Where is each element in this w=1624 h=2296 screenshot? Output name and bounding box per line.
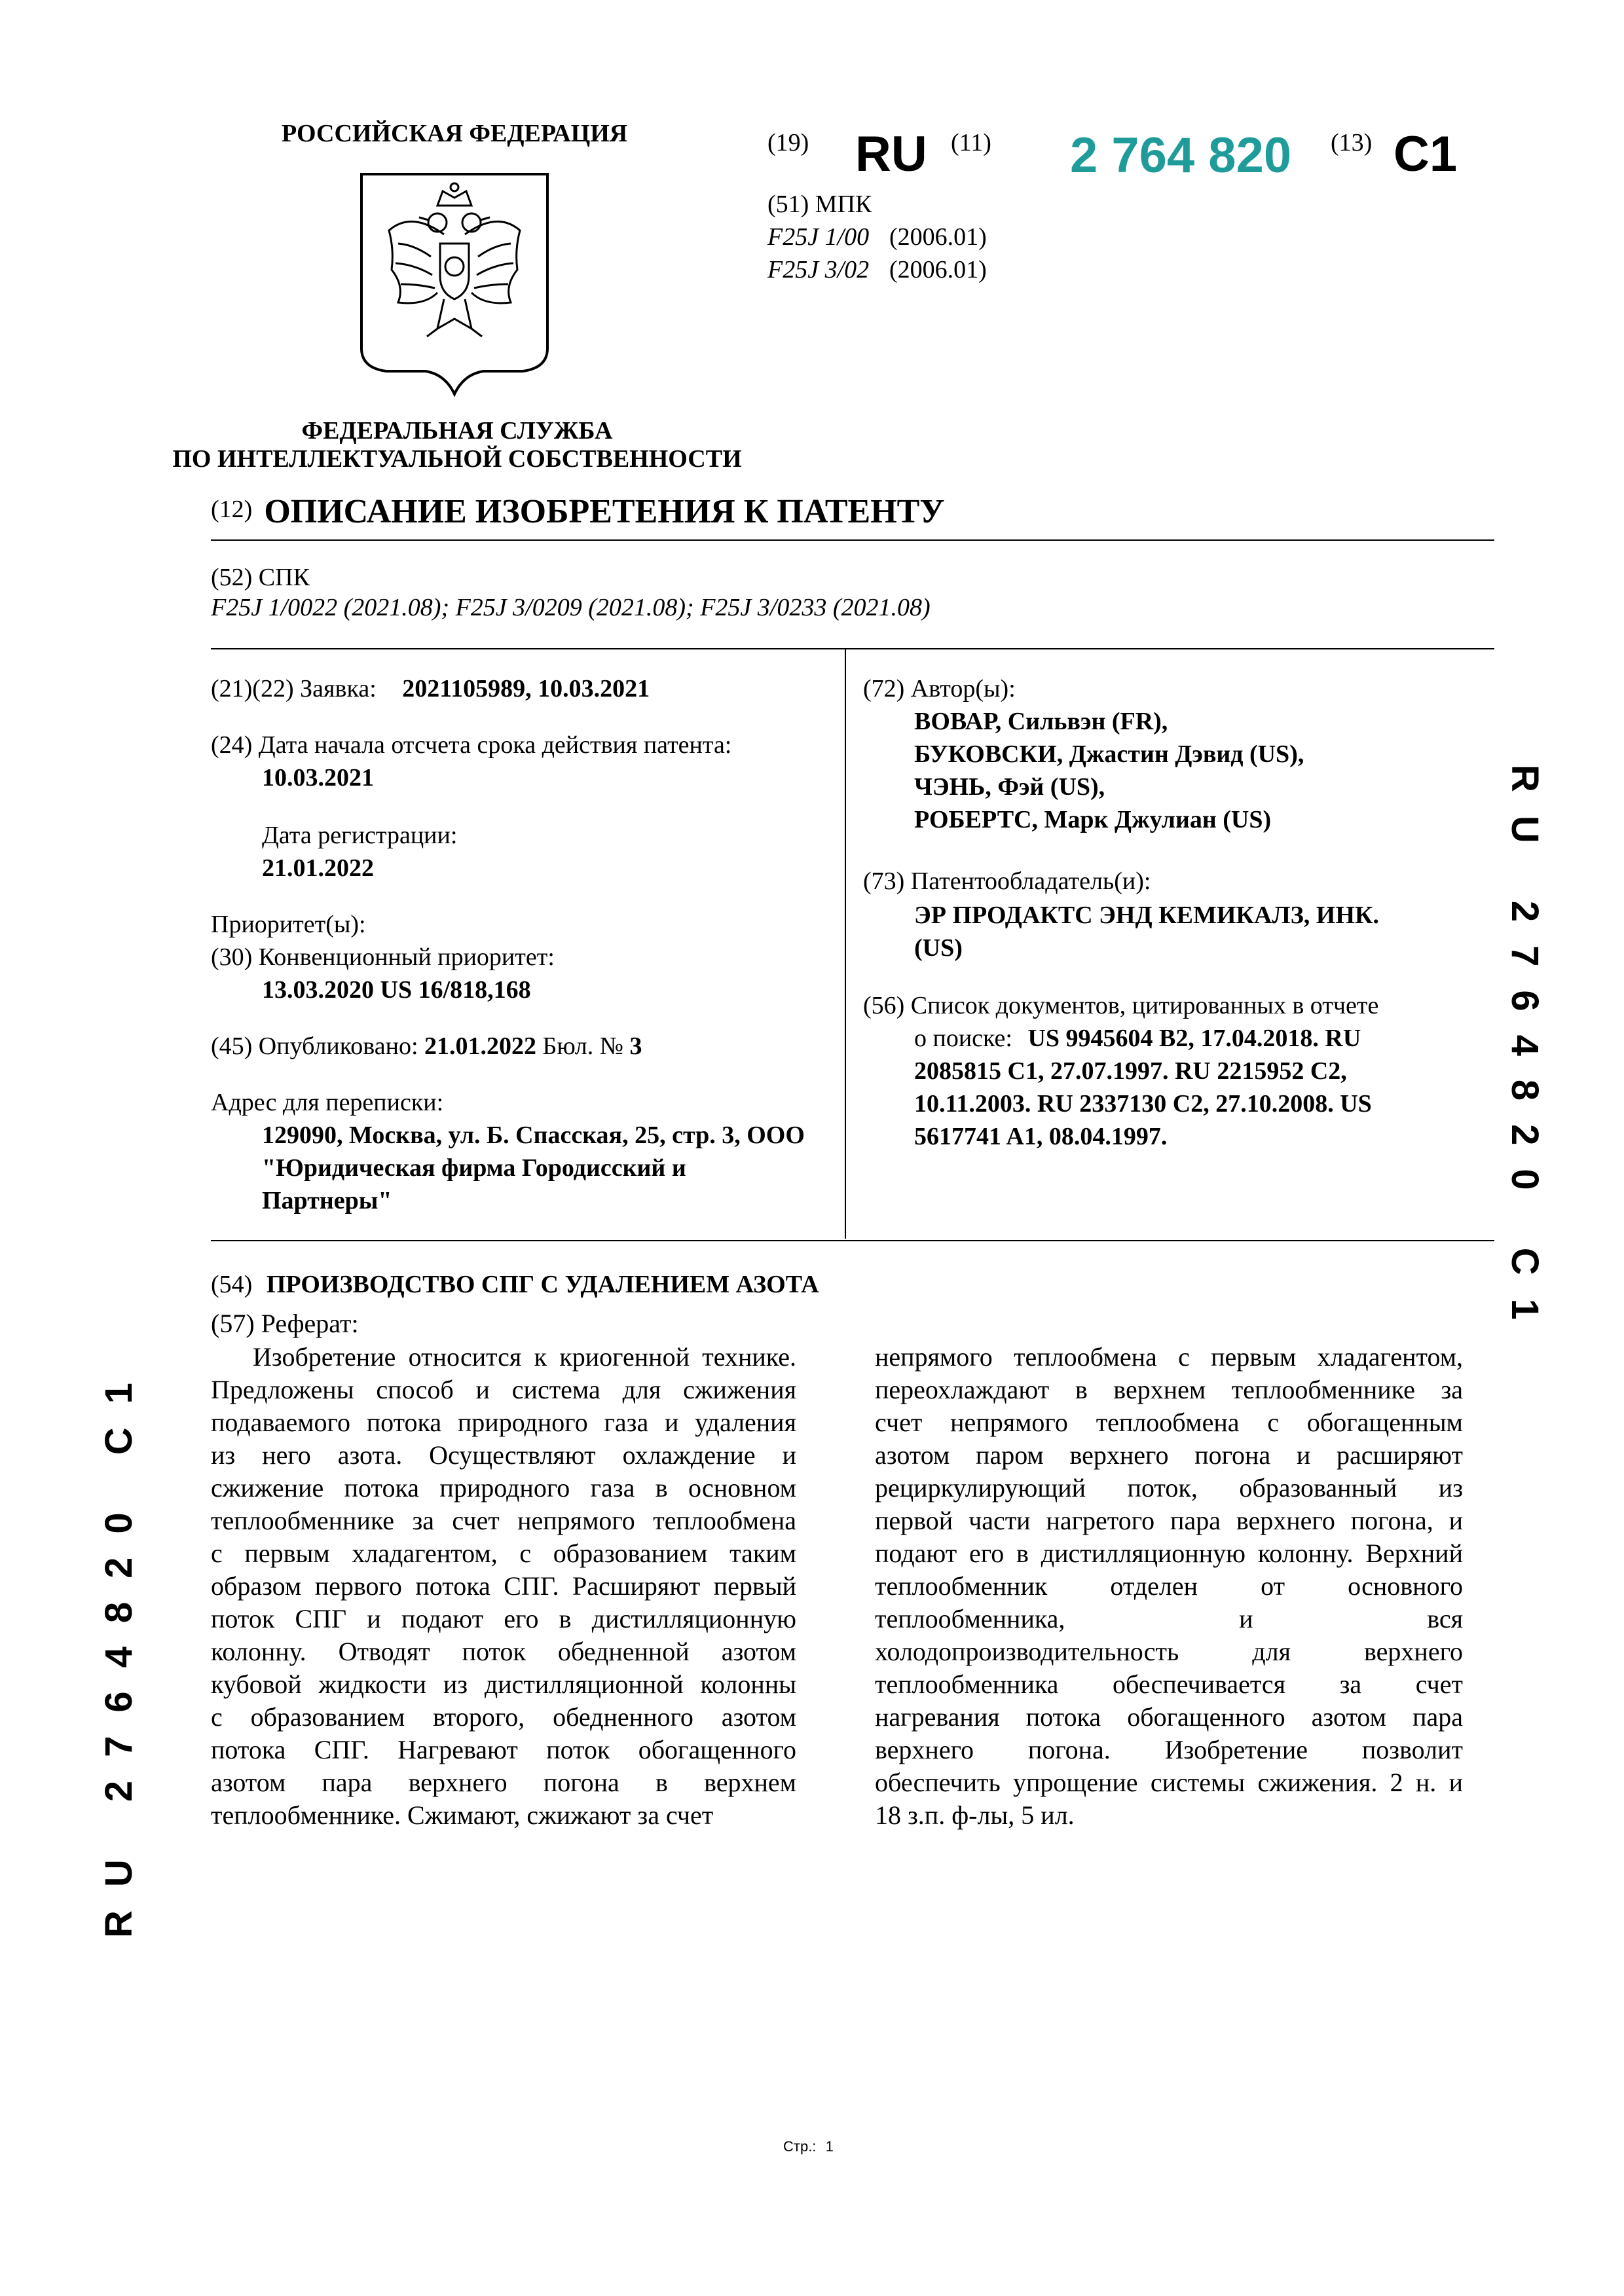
emblem-icon <box>359 172 550 397</box>
application-value: 2021105989, 10.03.2021 <box>402 675 650 702</box>
priority-label: Приоритет(ы): <box>211 911 366 938</box>
abstract-line: непрямого теплообмена с первым хладагентом, <box>875 1342 1463 1372</box>
abstract-line: теплообменника обеспечивается за счет <box>875 1669 1463 1699</box>
reg-label: Дата регистрации: <box>262 822 458 849</box>
abstract-line: 18 з.п. ф-лы, 5 ил. <box>875 1800 1075 1830</box>
abstract-line: азотом пара верхнего погона в верхнем <box>211 1768 796 1797</box>
abstract-line: верхнего погона. Изобретение позволит <box>875 1735 1463 1764</box>
ipc-code: F25J 3/02 <box>767 256 870 283</box>
agency-line2: ПО ИНТЕЛЛЕКТУАЛЬНОЙ СОБСТВЕННОСТИ <box>172 445 742 473</box>
divider <box>211 648 1494 649</box>
abstract-line: теплообменник отделен от основного <box>875 1571 1463 1601</box>
application-label: (21)(22) Заявка: <box>211 675 377 702</box>
abstract-line: колонну. Отводят поток обедненной азотом <box>211 1637 796 1666</box>
cited-line: 2085815 C1, 27.07.1997. RU 2215952 C2, <box>914 1057 1347 1085</box>
conv-value: 13.03.2020 US 16/818,168 <box>262 976 531 1004</box>
abstract-line: Изобретение относится к криогенной технике. <box>253 1342 796 1372</box>
abstract-line: теплообменнике. Сжимают, сжижают за счет <box>211 1800 714 1830</box>
country-name: РОССИЙСКАЯ ФЕДЕРАЦИЯ <box>282 120 628 147</box>
page-footer <box>783 2138 834 2155</box>
abstract-line: с образованием второго, обедненного азотом <box>211 1702 796 1732</box>
pub-bul-no: 3 <box>629 1032 642 1060</box>
conv-label: (30) Конвенционный приоритет: <box>211 943 555 971</box>
code-19: (19) <box>767 129 809 156</box>
abstract-line: счет непрямого теплообмена с обогащенным <box>875 1408 1463 1437</box>
abstract-line: первой части нагретого пара верхнего погона, и <box>875 1506 1463 1535</box>
owner-line: (US) <box>914 934 963 962</box>
kind-code: C1 <box>1393 126 1458 182</box>
owner-line: ЭР ПРОДАКТС ЭНД КЕМИКАЛЗ, ИНК. <box>914 902 1379 929</box>
invention-title: ПРОИЗВОДСТВО СПГ С УДАЛЕНИЕМ АЗОТА <box>266 1271 819 1298</box>
cpc-value: F25J 1/0022 (2021.08); F25J 3/0209 (2021.08); F25J 3/0233 (2021.08) <box>211 594 931 621</box>
abstract-line: кубовой жидкости из дистилляционной колонны <box>211 1669 796 1699</box>
abstract-line: подаваемого потока природного газа и удаления <box>211 1408 796 1437</box>
owner-label: (73) Патентообладатель(и): <box>863 867 1151 895</box>
cited-line: 10.11.2003. RU 2337130 C2, 27.10.2008. US <box>914 1090 1372 1118</box>
reg-value: 21.01.2022 <box>262 854 374 882</box>
abstract-line: теплообменника, и вся <box>875 1604 1463 1633</box>
abstract-line: азотом паром верхнего погона и расширяют <box>875 1440 1463 1470</box>
column-divider <box>845 649 846 1239</box>
term-value: 10.03.2021 <box>262 764 374 792</box>
author: БУКОВСКИ, Джастин Дэвид (US), <box>914 740 1304 768</box>
invention-title-code: (54) <box>211 1271 253 1298</box>
cpc-label: (52) СПК <box>211 564 310 591</box>
margin-number-right: RU 2764820 C1 <box>1504 765 1546 1343</box>
abstract-line: Предложены способ и система для сжижения <box>211 1375 796 1404</box>
cited-label: (56) Список документов, цитированных в отчете <box>863 992 1379 1019</box>
doc-type <box>211 492 945 531</box>
doc-type-code: (12) <box>211 496 253 523</box>
author: ЧЭНЬ, Фэй (US), <box>914 773 1105 801</box>
author: РОБЕРТС, Марк Джулиан (US) <box>914 806 1272 833</box>
invention-title-row <box>211 1270 819 1299</box>
ipc-row <box>767 255 987 284</box>
divider <box>211 1240 1494 1241</box>
abstract-line: теплообменнике за счет непрямого теплообмена <box>211 1506 796 1535</box>
abstract-column-1 <box>211 1341 796 1832</box>
cited-line: US 9945604 B2, 17.04.2018. RU <box>1027 1025 1361 1052</box>
abstract-line: с первым хладагентом, с образованием таким <box>211 1539 796 1568</box>
pub-label: (45) Опубликовано: <box>211 1032 418 1060</box>
publication-row <box>211 1032 642 1061</box>
address-line: "Юридическая фирма Городисский и <box>262 1154 686 1182</box>
divider <box>211 539 1494 541</box>
code-11: (11) <box>951 129 991 156</box>
address-line: 129090, Москва, ул. Б. Спасская, 25, стр. 3, ООО <box>262 1121 805 1149</box>
code-13: (13) <box>1331 129 1373 156</box>
abstract-label: (57) Реферат: <box>211 1309 359 1338</box>
abstract-line: поток СПГ и подают его в дистилляционную <box>211 1604 796 1633</box>
abstract-line: рециркулирующий поток, образованный из <box>875 1473 1463 1503</box>
ipc-label: (51) МПК <box>767 191 872 218</box>
authors-label: (72) Автор(ы): <box>863 675 1016 702</box>
abstract-line: переохлаждают в верхнем теплообменнике за <box>875 1375 1463 1404</box>
cited-first-line <box>914 1024 1361 1053</box>
abstract-line: обеспечить упрощение системы сжижения. 2 н. и <box>875 1768 1463 1797</box>
ipc-date: (2006.01) <box>889 256 987 283</box>
application-row <box>211 674 650 703</box>
patent-number: 2 764 820 <box>1070 128 1292 183</box>
address-label: Адрес для переписки: <box>211 1089 444 1116</box>
address-line: Партнеры" <box>262 1187 392 1214</box>
ipc-row <box>767 223 987 251</box>
page-label: Стр.: <box>783 2138 817 2155</box>
page-number: 1 <box>825 2138 834 2155</box>
abstract-line: холодопроизводительность для верхнего <box>875 1637 1463 1666</box>
doc-type-title: ОПИСАНИЕ ИЗОБРЕТЕНИЯ К ПАТЕНТУ <box>264 493 945 530</box>
abstract-line: подают его в дистилляционную колонну. Верхний <box>875 1539 1463 1568</box>
margin-number-left: RU 2764820 C1 <box>98 1359 140 1938</box>
pub-bul-label: Бюл. № <box>542 1032 623 1060</box>
ipc-date: (2006.01) <box>889 223 987 251</box>
pub-date: 21.01.2022 <box>424 1032 537 1060</box>
term-label: (24) Дата начала отсчета срока действия патента: <box>211 731 732 759</box>
ipc-code: F25J 1/00 <box>767 223 870 251</box>
cited-line: 5617741 A1, 08.04.1997. <box>914 1123 1168 1150</box>
cited-lead: о поиске: <box>914 1025 1012 1052</box>
abstract-line: из него азота. Осуществляют охлаждение и <box>211 1440 796 1470</box>
author: ВОВАР, Сильвэн (FR), <box>914 708 1168 735</box>
abstract-line: образом первого потока СПГ. Расширяют первый <box>211 1571 796 1601</box>
abstract-line: нагревания потока обогащенного азотом пара <box>875 1702 1463 1732</box>
abstract-line: сжижение потока природного газа в основном <box>211 1473 796 1503</box>
agency-line1: ФЕДЕРАЛЬНАЯ СЛУЖБА <box>301 417 613 445</box>
abstract-column-2 <box>875 1341 1463 1832</box>
abstract-line: потока СПГ. Нагревают поток обогащенного <box>211 1735 796 1764</box>
country-code: RU <box>855 126 927 182</box>
